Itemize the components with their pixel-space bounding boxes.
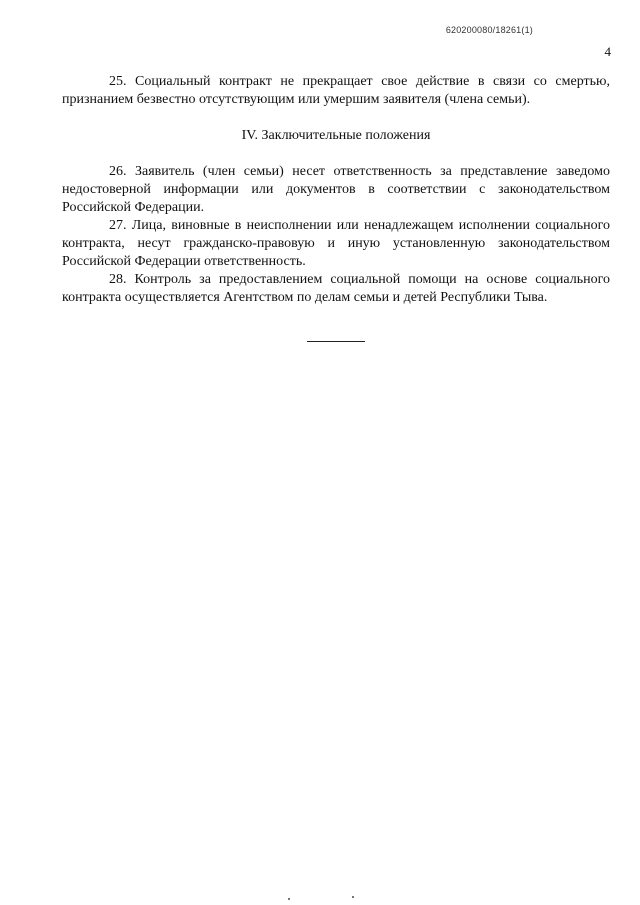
paragraph-25: 25. Социальный контракт не прекращает свое действие в связи со смертью, признанием безвестно отсутствующим или умершим заявителя (члена семьи). xyxy=(62,74,610,107)
page-number: 4 xyxy=(604,44,611,59)
document-body xyxy=(62,73,610,307)
scan-artifact-mark xyxy=(288,898,290,900)
paragraph-28: 28. Контроль за предоставлением социальной помощи на основе социального контракта осуществляется Агентством по делам семьи и детей Республики Тыва. xyxy=(62,272,610,305)
paragraph-26: 26. Заявитель (член семьи) несет ответственность за представление заведомо недостоверной информации или документов в соответствии с законодательством Российской Федерации. xyxy=(62,164,610,215)
paragraph-27: 27. Лица, виновные в неисполнении или ненадлежащем исполнении социального контракта, несут гражданско-правовую и иную установленную законодательством Российской Федерации ответственность. xyxy=(62,218,610,269)
end-of-document-rule xyxy=(307,341,365,342)
document-registration-number: 620200080/18261(1) xyxy=(445,25,533,35)
scan-artifact-mark xyxy=(352,896,354,898)
section-heading: IV. Заключительные положения xyxy=(241,128,431,143)
